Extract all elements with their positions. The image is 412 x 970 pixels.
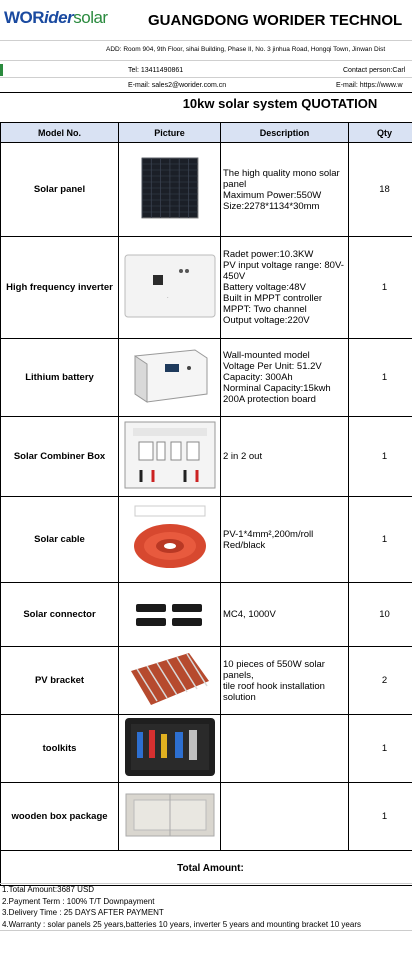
company-tel: Tel: 13411490861 <box>128 67 184 74</box>
description-line: Radet power:10.3KW <box>223 249 314 260</box>
product-description <box>221 417 349 497</box>
column-header-picture: Picture <box>119 123 221 143</box>
table-row <box>1 417 412 497</box>
table-row <box>1 237 412 339</box>
table-row <box>1 497 412 583</box>
term-payment: 2.Payment Term : 100% T/T Downpayment <box>2 896 155 906</box>
description-line: 10 pieces of 550W solar <box>223 658 325 670</box>
description-line: Red/black <box>223 539 266 551</box>
product-description <box>221 339 349 417</box>
company-name: GUANGDONG WORIDER TECHNOL <box>148 12 403 29</box>
terms-block <box>2 884 361 930</box>
description-line: Capacity: 300Ah <box>223 372 293 383</box>
product-description <box>221 497 349 583</box>
column-header-model: Model No. <box>1 123 119 143</box>
model-name: Solar connector <box>1 583 119 647</box>
description-line: Maximum Power:550W <box>223 189 322 201</box>
product-picture <box>119 417 221 497</box>
product-qty: 1 <box>349 237 412 339</box>
description-line: MPPT: Two channel <box>223 304 307 315</box>
total-row <box>1 851 412 886</box>
product-description <box>221 583 349 647</box>
product-description <box>221 237 349 339</box>
model-name: High frequency inverter <box>1 237 119 339</box>
wooden-box-photo <box>119 790 220 843</box>
product-description <box>221 715 349 783</box>
quotation-title: 10kw solar system QUOTATION <box>182 96 378 111</box>
description-line: Size:2278*1134*30mm <box>223 200 320 212</box>
company-website: E-mail: https://www.w <box>336 82 403 89</box>
inverter-photo <box>119 253 220 322</box>
description-line: Battery voltage:48V <box>223 282 306 293</box>
description-line: The high quality mono solar <box>223 167 340 179</box>
product-picture <box>119 237 221 339</box>
model-name: toolkits <box>1 715 119 783</box>
product-description <box>221 783 349 851</box>
description-line: MC4, 1000V <box>223 609 276 620</box>
product-qty: 2 <box>349 647 412 715</box>
model-name: PV bracket <box>1 647 119 715</box>
product-description <box>221 143 349 237</box>
model-name: Solar cable <box>1 497 119 583</box>
product-qty: 1 <box>349 497 412 583</box>
table-row <box>1 583 412 647</box>
description-line: Built in MPPT controller <box>223 293 323 304</box>
product-description <box>221 647 349 715</box>
table-row <box>1 647 412 715</box>
company-logo: WORidersolar <box>4 8 108 27</box>
table-row <box>1 143 412 237</box>
description-line: 2 in 2 out <box>223 451 263 462</box>
column-header-qty: Qty <box>349 123 412 143</box>
model-name: Solar panel <box>1 143 119 237</box>
model-name: Solar Combiner Box <box>1 417 119 497</box>
description-line: PV-1*4mm²,200m/roll <box>223 528 314 540</box>
company-email: E-mail: sales2@worider.com.cn <box>128 82 227 89</box>
product-picture <box>119 143 221 237</box>
marker-decoration <box>0 64 3 76</box>
quotation-table <box>0 122 412 886</box>
combiner-box-photo <box>119 420 220 493</box>
table-row <box>1 715 412 783</box>
description-line: Output voltage:220V <box>223 315 310 326</box>
product-qty: 1 <box>349 783 412 851</box>
description-line: 450V <box>223 271 246 282</box>
product-qty: 10 <box>349 583 412 647</box>
product-qty: 1 <box>349 339 412 417</box>
quotation-header <box>0 0 412 92</box>
product-picture <box>119 783 221 851</box>
cable-photo <box>119 504 220 575</box>
product-qty: 1 <box>349 715 412 783</box>
connector-photo <box>119 592 220 637</box>
product-picture <box>119 715 221 783</box>
table-row <box>1 339 412 417</box>
model-name: Lithium battery <box>1 339 119 417</box>
contact-person: Contact person:Carl <box>343 67 406 74</box>
product-picture <box>119 647 221 715</box>
term-total-amount: 1.Total Amount:3687 USD <box>2 885 95 894</box>
table-header-row <box>1 123 412 143</box>
bracket-photo <box>119 651 220 710</box>
svg-text:·: · <box>166 295 169 301</box>
description-line: Wall-mounted model <box>223 350 310 361</box>
description-line: panel <box>223 178 247 190</box>
company-address: ADD: Room 904, 9th Floor, sihai Building, Phase II, No. 3 jinhua Road, Hongqi Town, Jinwan Dist <box>106 46 386 53</box>
solar-panel-photo <box>119 157 220 222</box>
term-warranty: 4.Warranty : solar panels 25 years,batteries 10 years, inverter 5 years and mounting bracket 10 years <box>2 919 361 929</box>
description-line: tile roof hook installation <box>223 680 325 692</box>
description-line: solution <box>223 691 256 703</box>
product-picture <box>119 583 221 647</box>
description-line: 200A protection board <box>223 394 316 405</box>
description-line: PV input voltage range: 80V- <box>223 260 344 271</box>
product-qty: 18 <box>349 143 412 237</box>
description-line: panels, <box>223 669 254 681</box>
description-line: Norminal Capacity:15kwh <box>223 383 331 394</box>
product-picture <box>119 497 221 583</box>
product-qty: 1 <box>349 417 412 497</box>
table-row <box>1 783 412 851</box>
column-header-description: Description <box>221 123 349 143</box>
term-delivery: 3.Delivery Time : 25 DAYS AFTER PAYMENT <box>2 908 164 917</box>
model-name: wooden box package <box>1 783 119 851</box>
battery-photo <box>119 346 220 409</box>
description-line: Voltage Per Unit: 51.2V <box>223 361 322 372</box>
toolkit-photo <box>119 716 220 781</box>
product-picture <box>119 339 221 417</box>
total-amount-label: Total Amount: <box>1 851 412 886</box>
